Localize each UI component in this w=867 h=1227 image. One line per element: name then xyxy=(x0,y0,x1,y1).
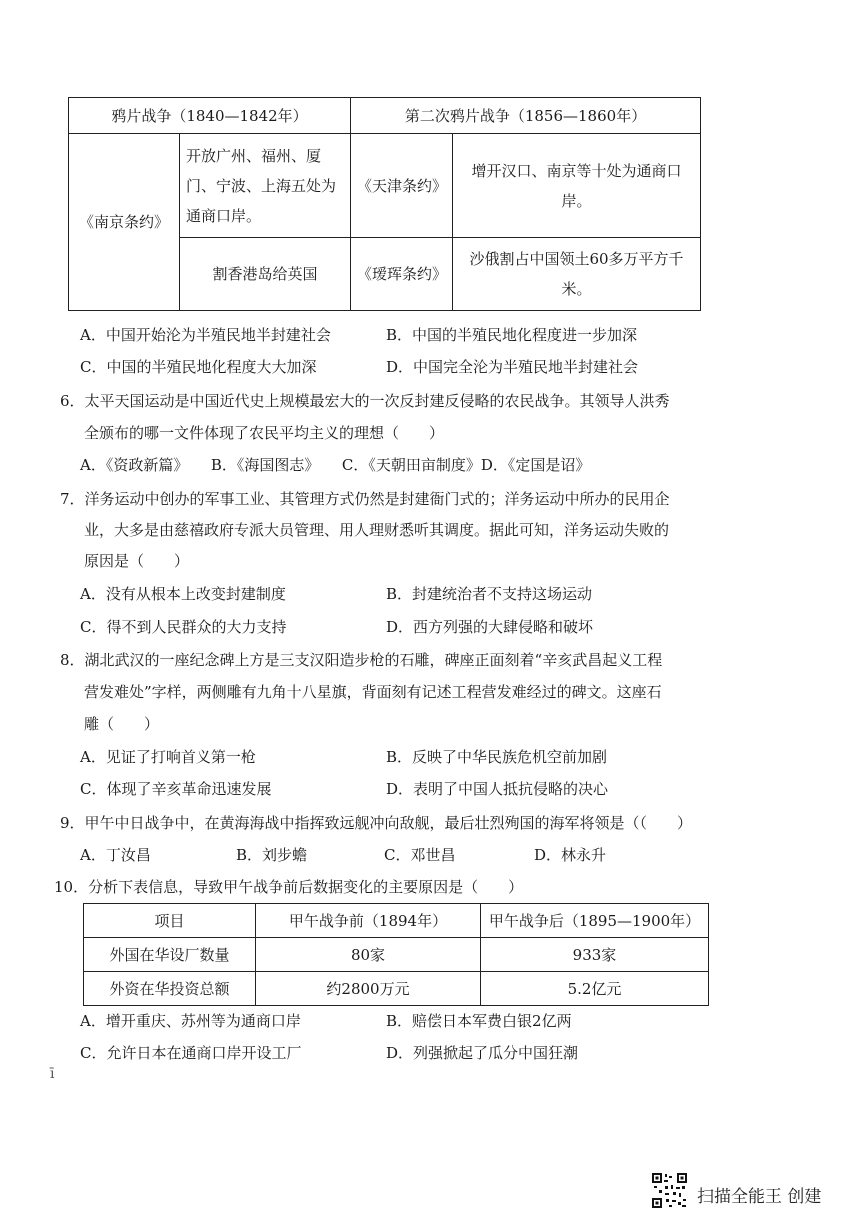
table-header-after: 甲午战争后（1895—1900年） xyxy=(481,904,709,938)
q7-stem-line1: 7．洋务运动中创办的军事工业、其管理方式仍然是封建衙门式的；洋务运动中所办的民用企 xyxy=(60,490,670,508)
q8-stem-line3: 雕（ ） xyxy=(84,715,160,733)
table-header-before: 甲午战争前（1894年） xyxy=(256,904,481,938)
nanjing-treaty-cell: 《南京条约》 xyxy=(69,134,180,311)
q8-option-c[interactable]: C．体现了辛亥革命迅速发展 xyxy=(80,780,272,798)
q10-option-b[interactable]: B．赔偿日本军费白银2亿两 xyxy=(386,1012,572,1030)
q9-option-b[interactable]: B．刘步蟾 xyxy=(236,846,308,864)
tianjin-item-cell: 增开汉口、南京等十处为通商口岸。 xyxy=(453,134,701,238)
tianjin-treaty-cell: 《天津条约》 xyxy=(351,134,453,238)
q10-option-a[interactable]: A．增开重庆、苏州等为通商口岸 xyxy=(80,1012,301,1030)
nanjing-item-ports: 开放广州、福州、厦门、宁波、上海五处为通商口岸。 xyxy=(180,134,351,238)
q10-option-c[interactable]: C．允许日本在通商口岸开设工厂 xyxy=(80,1044,302,1062)
q6-stem-line2: 全颁布的哪一文件体现了农民平均主义的理想（ ） xyxy=(84,424,445,442)
q10-option-d[interactable]: D．列强掀起了瓜分中国狂潮 xyxy=(386,1044,579,1062)
scanner-watermark: 扫描全能王 创建 xyxy=(697,1187,822,1207)
q7-stem-line3: 原因是（ ） xyxy=(84,552,190,570)
q5-option-a[interactable]: A．中国开始沦为半殖民地半封建社会 xyxy=(80,326,331,344)
q10-stem: 10．分析下表信息，导致甲午战争前后数据变化的主要原因是（ ） xyxy=(54,878,524,896)
aihui-treaty-cell: 《瑷珲条约》 xyxy=(351,238,453,311)
opium-war-header: 鸦片战争（1840—1842年） xyxy=(69,98,351,134)
q7-option-a[interactable]: A．没有从根本上改变封建制度 xyxy=(80,585,286,603)
q5-option-d[interactable]: D．中国完全沦为半殖民地半封建社会 xyxy=(386,358,639,376)
q8-stem-line2: 营发难处”字样，两侧雕有九角十八星旗，背面刻有记述工程营发难经过的碑文。这座石 xyxy=(84,683,662,701)
q8-option-b[interactable]: B．反映了中华民族危机空前加剧 xyxy=(386,748,608,766)
q7-stem-line2: 业，大多是由慈禧政府专派大员管理、用人理财悉听其调度。据此可知，洋务运动失败的 xyxy=(84,521,670,539)
q9-option-c[interactable]: C．邓世昌 xyxy=(384,846,456,864)
treaty-table xyxy=(68,97,701,311)
table-header-item: 项目 xyxy=(84,904,256,938)
q6-options[interactable]: A．《资政新篇》 B．《海国图志》 C．《天朝田亩制度》D．《定国是诏》 xyxy=(80,456,591,474)
qr-code-icon xyxy=(651,1172,688,1209)
q9-stem: 9．甲午中日战争中，在黄海海战中指挥致远舰冲向敌舰，最后壮烈殉国的海军将领是（（ ） xyxy=(60,814,693,832)
q8-option-a[interactable]: A．见证了打响首义第一枪 xyxy=(80,748,256,766)
table-row-label-factories: 外国在华设厂数量 xyxy=(84,938,256,972)
q8-option-d[interactable]: D．表明了中国人抵抗侵略的决心 xyxy=(386,780,609,798)
q5-option-b[interactable]: B．中国的半殖民地化程度进一步加深 xyxy=(386,326,638,344)
q7-option-b[interactable]: B．封建统治者不支持这场运动 xyxy=(386,585,593,603)
table-cell-investment-after: 5.2亿元 xyxy=(481,972,709,1006)
table-row-label-investment: 外资在华投资总额 xyxy=(84,972,256,1006)
q9-option-a[interactable]: A．丁汝昌 xyxy=(80,846,151,864)
q8-stem-line1: 8．湖北武汉的一座纪念碑上方是三支汉阳造步枪的石雕，碑座正面刻着“辛亥武昌起义工程 xyxy=(60,651,663,669)
second-opium-war-header: 第二次鸦片战争（1856—1860年） xyxy=(351,98,701,134)
table-cell-investment-before: 约2800万元 xyxy=(256,972,481,1006)
aihui-item-cell: 沙俄割占中国领土60多万平方千米。 xyxy=(453,238,701,311)
q7-option-c[interactable]: C．得不到人民群众的大力支持 xyxy=(80,618,287,636)
table-cell-factories-before: 80家 xyxy=(256,938,481,972)
q7-option-d[interactable]: D．西方列强的大肆侵略和破坏 xyxy=(386,618,594,636)
table-cell-factories-after: 933家 xyxy=(481,938,709,972)
q5-option-c[interactable]: C．中国的半殖民地化程度大大加深 xyxy=(80,358,317,376)
nanjing-item-hongkong: 割香港岛给英国 xyxy=(180,238,351,311)
margin-mark: ī xyxy=(50,1066,55,1082)
q9-option-d[interactable]: D．林永升 xyxy=(534,846,607,864)
q6-stem-line1: 6．太平天国运动是中国近代史上规模最宏大的一次反封建反侵略的农民战争。其领导人洪秀 xyxy=(60,392,670,410)
investment-table xyxy=(83,903,709,1006)
